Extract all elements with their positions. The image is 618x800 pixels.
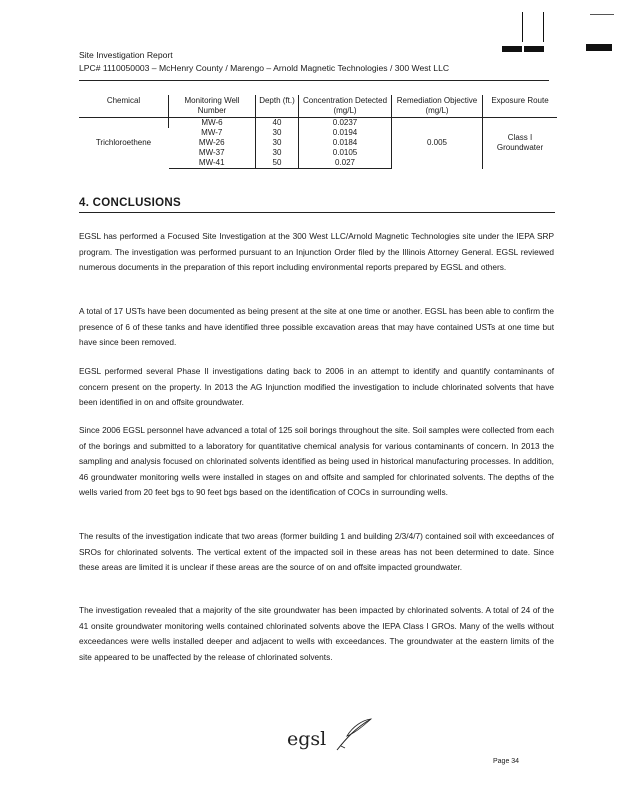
chemical-cell: Trichloroethene xyxy=(95,138,152,148)
concentration-cell: 0.027 xyxy=(299,158,392,169)
header-rule xyxy=(79,80,549,81)
concentration-cell: 0.0184 xyxy=(299,138,392,148)
report-subtitle: LPC# 1110050003 – McHenry County / Marengo – Arnold Magnetic Technologies / 300 West LLC xyxy=(79,63,450,73)
col-header-exposure: Exposure Route xyxy=(483,95,558,118)
paragraph-1: EGSL has performed a Focused Site Investigation at the 300 West LLC/Arnold Magnetic Technologies site under the IEPA SRP program. The investigation was performed pursuant to an Injunction Order filed by the Illinois Attorney General. EGSL reviewed numerous documents in the preparation of this report including environmental reports prepared by EGSL and others. xyxy=(79,231,554,273)
depth-cell: 30 xyxy=(256,148,299,158)
col-header-well: Monitoring Well Number xyxy=(169,95,256,118)
depth-cell: 30 xyxy=(256,128,299,138)
scan-artifact xyxy=(502,46,522,52)
well-cell: MW-7 xyxy=(201,128,223,137)
paragraph-4: Since 2006 EGSL personnel have advanced a total of 125 soil borings throughout the site. Soil samples were collected from each of the borings and submitted to a laboratory for quantitative chemical analysis for various contaminants of concern. In 2013 the sampling and analysis focused on chlorinated solvents identified as being used in historical manufacturing processes. In addition, 46 groundwater monitoring wells were installed in stages on and offsite and sampled for chlorinated solvents. The depths of the wells varied from 20 feet bgs to 90 feet bgs based on the identification of COCs in surrounding wells. xyxy=(79,425,554,498)
concentration-cell: 0.0194 xyxy=(299,128,392,138)
col-header-objective: Remediation Objective (mg/L) xyxy=(392,95,483,118)
concentration-cell: 0.0105 xyxy=(299,148,392,158)
scan-artifact xyxy=(590,14,614,15)
section-rule xyxy=(79,212,555,213)
paragraph-5: The results of the investigation indicate that two areas (former building 1 and building 2/3/4/7) contained soil with exceedances of SROs for chlorinated solvents. The vertical extent of the impacted soil in these areas has not been determined to date. Since these areas are limited it is unclear if these areas are the source of on and offsite impacted groundwater. xyxy=(79,531,554,573)
paragraph-2: A total of 17 USTs have been documented as being present at the site at one time or another. EGSL has been able to confirm the presence of 6 of these tanks and have identified three possible excavation areas that may have contained USTs at one time but have since been removed. xyxy=(79,306,554,348)
col-header-concentration: Concentration Detected (mg/L) xyxy=(299,95,392,118)
scan-artifact xyxy=(543,12,544,42)
well-cell: MW-26 xyxy=(198,138,225,147)
well-cell: MW-41 xyxy=(169,158,256,169)
paragraph-6: The investigation revealed that a majority of the site groundwater has been impacted by chlorinated solvents. A total of 24 of the 41 onsite groundwater monitoring wells contained chlorinated solvents above the IEPA Class I GROs. Many of the wells without exceedances were wells installed deeper and adjacent to wells with exceedances. The groundwater at the eastern limits of the site appeared to be unaffected by the release of chlorinated solvents. xyxy=(79,605,554,662)
egsl-logo xyxy=(287,720,377,756)
scan-artifact xyxy=(524,46,544,52)
concentration-cell: 0.0237 xyxy=(299,118,392,129)
report-title: Site Investigation Report xyxy=(79,50,173,60)
paragraph-3: EGSL performed several Phase II investigations dating back to 2006 in an attempt to identify and quantify contaminants of concern present on the property. In 2013 the AG Injunction modified the investigation to include chlorinated solvents that have been identified in on and offsite groundwater. xyxy=(79,366,554,408)
logo-wordmark: egsl xyxy=(287,728,327,750)
concentration-table xyxy=(79,95,557,169)
page-number: Page 34 xyxy=(493,758,520,765)
depth-cell: 40 xyxy=(256,118,299,129)
depth-cell: 50 xyxy=(256,158,299,169)
well-cell: MW-6 xyxy=(169,118,256,129)
section-heading: 4. CONCLUSIONS xyxy=(79,197,181,209)
feather-icon xyxy=(331,716,375,752)
table-header-row xyxy=(79,95,557,118)
col-header-depth: Depth (ft.) xyxy=(256,95,299,118)
scan-artifact xyxy=(586,44,612,51)
scan-artifact xyxy=(522,12,523,42)
objective-cell: 0.005 xyxy=(392,118,483,169)
well-cell: MW-37 xyxy=(198,148,225,157)
exposure-cell: Class I Groundwater xyxy=(483,118,558,169)
depth-cell: 30 xyxy=(256,138,299,148)
col-header-chemical: Chemical xyxy=(79,95,169,118)
table-row xyxy=(79,118,557,129)
